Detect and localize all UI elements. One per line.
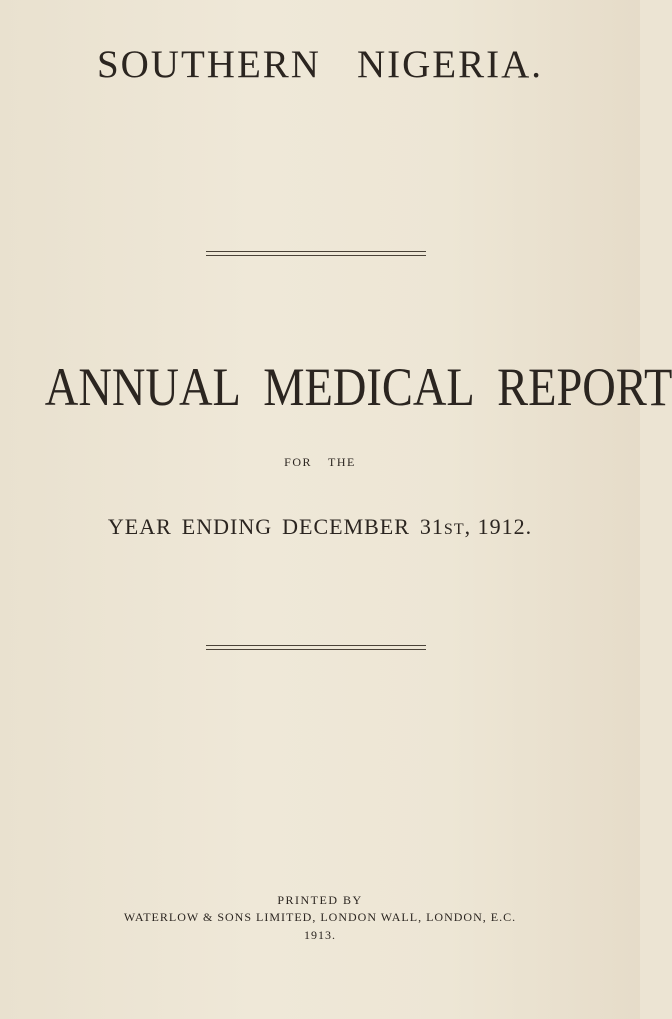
report-title-word-2: MEDICAL (263, 357, 475, 417)
for-word: FOR (284, 455, 312, 469)
printed-by: PRINTED BY (277, 893, 363, 907)
double-rule-top (206, 251, 426, 256)
printer-name: WATERLOW & SONS LIMITED, LONDON WALL, LONDON, E.C. (123, 910, 517, 924)
day-number: 31 (419, 514, 444, 539)
double-rule-bottom (206, 645, 426, 650)
country-word-1: SOUTHERN (96, 43, 321, 86)
the-word: THE (328, 455, 356, 469)
country-word-2: NIGERIA. (356, 43, 544, 86)
year-number: , 1912. (464, 514, 533, 539)
report-title (44, 356, 672, 418)
ending-word: ENDING (181, 514, 273, 539)
report-title-word-1: ANNUAL (44, 357, 241, 417)
report-title-word-3: REPORT (497, 357, 672, 417)
print-year: 1913. (304, 928, 336, 942)
country-heading (0, 42, 640, 87)
year-word: YEAR (107, 514, 172, 539)
year-ending-line (0, 514, 640, 540)
day-suffix: ST (443, 521, 465, 538)
december-word: DECEMBER (282, 514, 410, 539)
for-the-line (0, 455, 640, 470)
